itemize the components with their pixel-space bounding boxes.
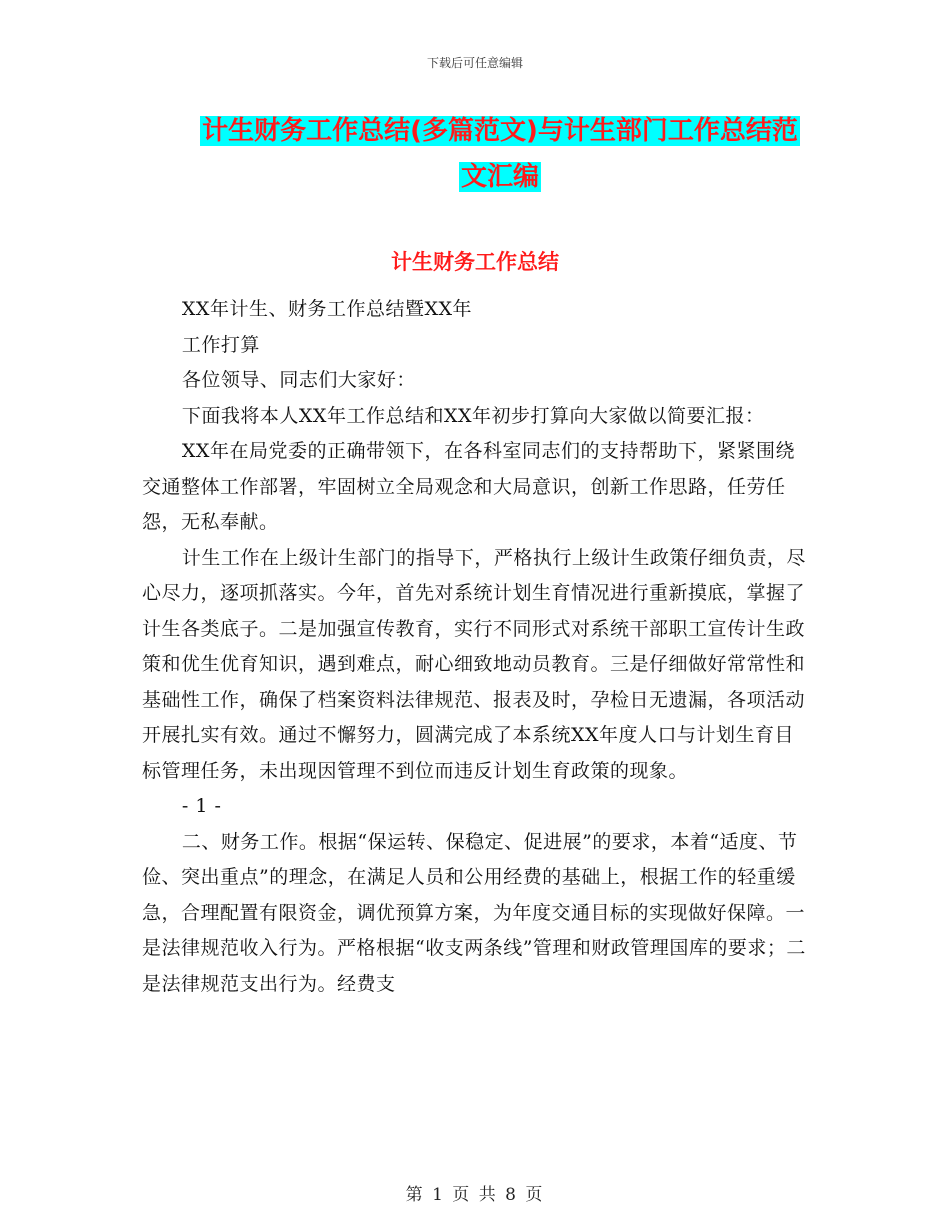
paragraph: 各位领导、同志们大家好： (181, 369, 416, 391)
paragraph: XX年在局党委的正确带领下，在各科室同志们的支持帮助下，紧紧围绕交通整体工作部署，牢固树立全局观念和大局意识，创新工作思路，任劳任怨，无私奉献。 (142, 440, 795, 533)
title-line-1: 计生财务工作总结(多篇范文)与计生部门工作总结范 (202, 116, 798, 146)
page-footer: 第 1 页 共 8 页 (405, 1185, 545, 1205)
paragraph: 计生工作在上级计生部门的指导下，严格执行上级计生政策仔细负责，尽心尽力，逐项抓落实。今年，首先对系统计划生育情况进行重新摸底，掌握了计生各类底子。二是加强宣传教育，实行不同形式对系统干部职工宣传计生政策和优生优育知识，遇到难点，耐心细致地动员教育。三是仔细做好常常性和基础性工作，确保了档案资料法律规范、报表及时，孕检日无遗漏，各项活动开展扎实有效。通过不懈努力，圆满完成了本系统XX年度人口与计划生育目标管理任务，未出现因管理不到位而违反计划生育政策的现象。 (142, 546, 806, 782)
section-title: 计生财务工作总结 (391, 250, 559, 274)
document-title (150, 108, 850, 200)
paragraph: 二、财务工作。根据“保运转、保稳定、促进展”的要求，本着“适度、节俭、突出重点”的理念，在满足人员和公用经费的基础上，根据工作的轻重缓急，合理配置有限资金，调优预算方案，为年度交通目标的实现做好保障。一是法律规范收入行为。严格根据“收支两条线”管理和财政管理国库的要求；二是法律规范支出行为。经费支 (142, 830, 806, 995)
title-line-2: 文汇编 (460, 162, 539, 192)
paragraph: 下面我将本人XX年工作总结和XX年初步打算向大家做以简要汇报： (181, 404, 765, 427)
paragraph: 工作打算 (181, 333, 260, 356)
page-marker: - 1 - (181, 795, 222, 817)
paragraph: XX年计生、财务工作总结暨XX年 (181, 298, 472, 320)
body-text (142, 292, 812, 1002)
header-note: 下载后可任意编辑 (426, 56, 523, 70)
